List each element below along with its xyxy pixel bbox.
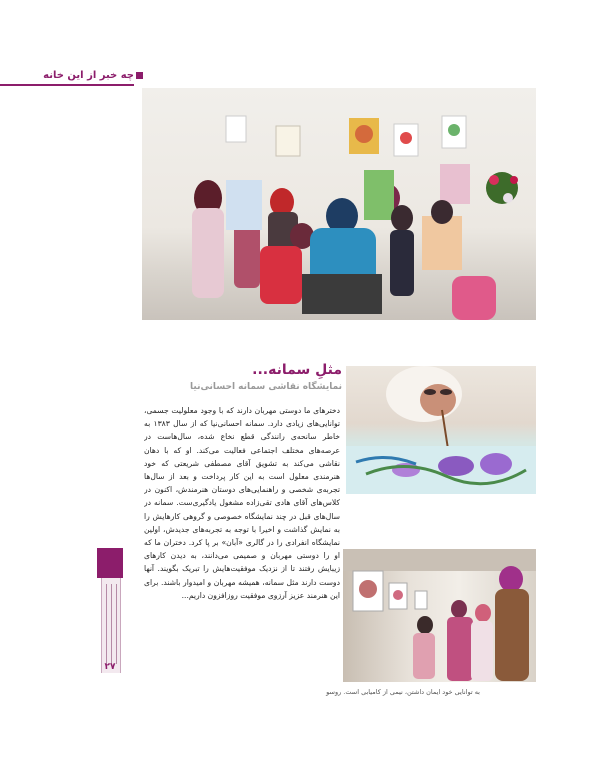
section-marker [136,72,143,79]
gallery-photo [343,549,536,682]
group-photo [142,88,536,320]
page-quote: به توانایی خود ایمان داشتن، نیمی از کامیابی است. روسو [326,688,480,696]
painting-photo [346,366,536,494]
article-title: مثلِ سمانه... [252,362,342,378]
section-divider [0,84,134,86]
article-body: دخترهای ما دوستی مهربان دارند که با وجود معلولیت جسمی، توانایی‌های زیادی دارد. سمانه احسانی‌نیا که از سال ۱۳۸۳ به خاطر سانحه‌ی رانندگی قطع نخاع شده، سال‌هاست در عرصه‌های مختلف اجتماعی فعالیت می‌کند. او که با دهان نقاشی می‌کند به تشویق آقای مصطفی شریعتی که خود هنرمندی معلول است به این کار پرداخت و بعد از سال‌ها تجربه‌ی شخصی و راهنمایی‌های دوستان هنرمندش، اکنون در کلاس‌های آقای هادی تقی‌زاده مشغول یادگیری‌ست. سمانه در سال‌های قبل در چند نمایشگاه خصوصی و گروهی کارهایش را به نمایش گذاشت و اخیرا با توجه به تجربه‌های جدیدش، اولین نمایشگاه انفرادی را در گالری «آبان» بر پا کرد. دختران ما که او را دوستی مهربان و صمیمی می‌دانند، به دیدن کارهای زیبایش رفتند تا از نزدیک موفقیت‌هایش را تبریک بگویند. آنها دوست دارند مثل سمانه، همیشه مهربان و امیدوار باشند. برای این هنرمند عزیز آرزوی موفقیت روزافزون داریم... [144,406,340,600]
side-strip [97,548,123,680]
article-subtitle: نمایشگاه نقاشی سمانه احسانی‌نیا [190,382,342,392]
page-number: ۲۷ [104,662,116,672]
magazine-logo [97,548,123,578]
section-label: چه خبر از این خانه [43,70,134,81]
issue-ribbon [101,578,121,673]
